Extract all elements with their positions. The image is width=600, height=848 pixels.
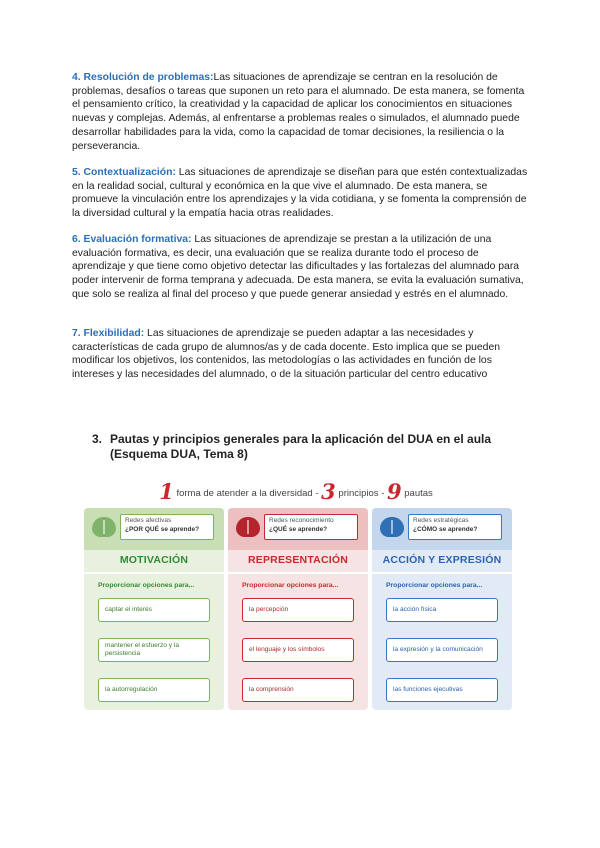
term-label: 5. Contextualización: [72,167,176,178]
network-box [264,514,358,540]
section-heading [92,432,522,462]
dua-summary-line [80,478,512,506]
guideline-box [386,638,498,662]
dua-diagram [80,478,512,712]
principle-title: ACCIÓN Y EXPRESIÓN [382,554,502,566]
paragraph-text: Las situaciones de aprendizaje se prestan a la utilización de una evaluación formativa, es decir, una evaluación que se realiza durante todo el proceso de aprendizaje y que tiene como objetivo detectar las dificultades y las fortalezas del alumnado para poder intervenir de forma temprana y adecuada. De esta manera, se evita la evaluación sumativa, que solo se realiza al final del proceso y que puede generar ansiedad y estrés en el alumnado. [72,234,524,300]
guideline-box [386,598,498,622]
guideline-text: las funciones ejecutivas [393,686,463,693]
section-number: 3. [92,432,103,446]
column-motivacion [84,508,224,710]
options-label: Proporcionar opciones para... [386,582,483,589]
summary-text: forma de atender a la diversidad - [173,488,322,499]
guideline-box [386,678,498,702]
paragraph-evaluacion-formativa [72,233,534,302]
term-label: 6. Evaluación formativa: [72,234,192,245]
paragraph-contextualizacion [72,166,534,221]
guideline-text: la acción física [393,606,437,613]
paragraph-resolucion-problemas [72,71,534,153]
network-name: Redes reconocimiento [269,517,334,524]
guideline-box [242,638,354,662]
count-guidelines: 9 [387,479,402,504]
term-label: 4. Resolución de problemas: [72,72,214,83]
paragraph-flexibilidad [72,327,534,382]
column-header [372,508,512,550]
network-box [120,514,214,540]
brain-icon [92,517,116,537]
network-name: Redes afectivas [125,517,172,524]
guideline-text: la comprensión [249,686,294,693]
summary-text: pautas [401,488,433,499]
network-name: Redes estratégicas [413,517,469,524]
divider [372,572,512,574]
paragraph-text: Las situaciones de aprendizaje se diseñan para que estén contextualizadas en la realidad social, cultural y económica en la que vive el alumnado. De esta manera, se promueve la vinculación entre los aprendizajes y la vida cotidiana, y se fomenta la comprensión de la diversidad cultural y la empatía hacia otras realidades. [72,167,528,220]
brain-icon [236,517,260,537]
section-title: Pautas y principios generales para la aplicación del DUA en el aula (Esquema DUA, Tema 8) [110,432,492,461]
paragraph-text: Las situaciones de aprendizaje se pueden adaptar a las necesidades y características de cada grupo de alumnos/as y de cada docente. Esto implica que se pueden modificar los objetivos, los contenidos, las metodologías o las actividades en función de los intereses y las necesidades del alumnado, o de la situación particular del centro educativo [72,328,501,381]
brain-icon [380,517,404,537]
principle-title: REPRESENTACIÓN [247,554,349,566]
divider [84,572,224,574]
principle-title: MOTIVACIÓN [119,554,189,566]
options-label: Proporcionar opciones para... [242,582,339,589]
guideline-text: el lenguaje y los símbolos [249,646,325,653]
summary-text: principios - [335,488,387,499]
guideline-text: captar el interés [105,606,152,613]
guideline-text: la expresión y la comunicación [393,646,483,653]
column-header [228,508,368,550]
guideline-box [98,678,210,702]
divider [228,572,368,574]
column-header [84,508,224,550]
options-label: Proporcionar opciones para... [98,582,195,589]
term-label: 7. Flexibilidad: [72,328,145,339]
guideline-text: la percepción [249,606,289,613]
guideline-box [98,638,210,662]
paragraph-text: Las situaciones de aprendizaje se centran en la resolución de problemas, desafíos o tareas que suponen un reto para el alumnado. De esta manera, se fomenta el pensamiento crítico, la creatividad y la capacidad de aplicar los conocimientos en situaciones nuevas y complejas. Además, al enfrentarse a problemas reales o simulados, el alumnado puede desarrollar habilidades para la vida, como la capacidad de tomar decisiones, la resiliencia o la perseverancia. [72,72,525,152]
guideline-box [98,598,210,622]
network-question: ¿QUÉ se aprende? [269,525,328,533]
column-representacion [228,508,368,710]
guideline-text: mantener el esfuerzo y la persistencia [105,642,180,657]
count-ways: 1 [159,479,174,504]
guideline-box [242,678,354,702]
network-question: ¿POR QUÉ se aprende? [125,525,200,533]
column-accion-expresion [372,508,512,710]
network-question: ¿CÓMO se aprende? [413,525,478,533]
count-principles: 3 [321,479,336,504]
guideline-text: la autorregulación [105,686,158,693]
guideline-box [242,598,354,622]
network-box [408,514,502,540]
